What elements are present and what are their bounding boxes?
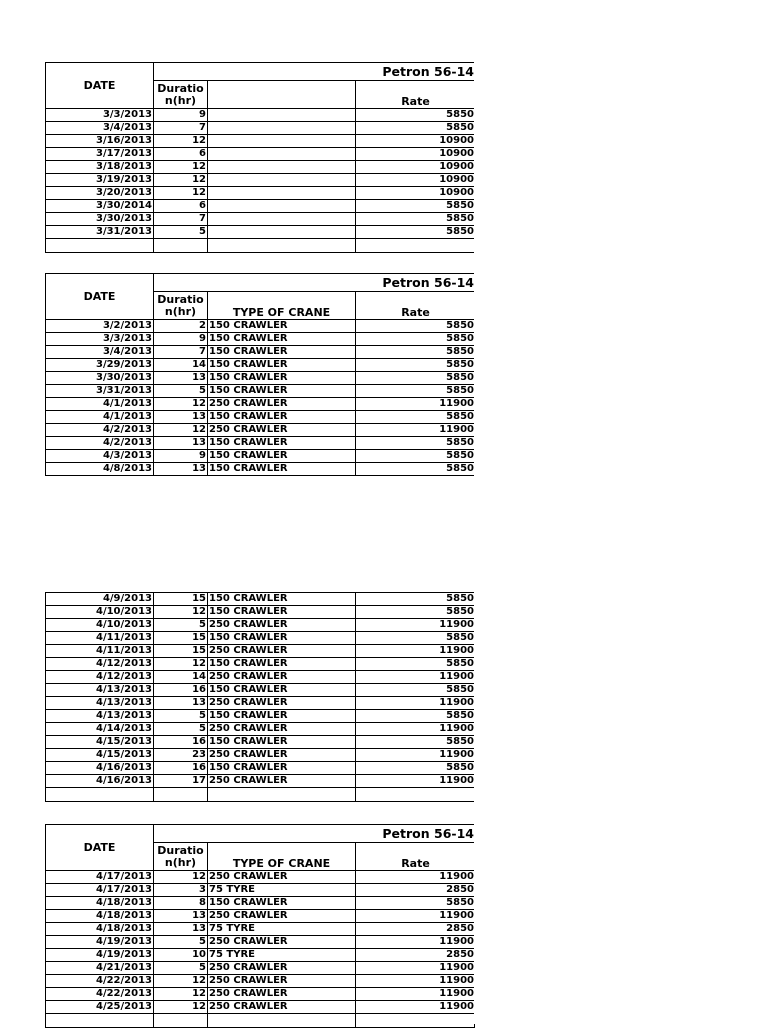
duration-cell: 5 xyxy=(154,619,208,632)
duration-cell: 16 xyxy=(154,762,208,775)
crane-type-cell: 150 CRAWLER xyxy=(208,411,356,424)
crane-type-cell: 250 CRAWLER xyxy=(208,975,356,988)
duration-cell: 12 xyxy=(154,398,208,411)
table-row xyxy=(46,632,475,645)
rate-cell: 5850 xyxy=(356,463,475,476)
crane-type-cell: 150 CRAWLER xyxy=(208,593,356,606)
site-title: Petron 56-14 xyxy=(154,63,475,81)
table-row xyxy=(46,333,475,346)
duration-cell: 13 xyxy=(154,697,208,710)
rate-cell: 5850 xyxy=(356,333,475,346)
table-row xyxy=(46,174,475,187)
duration-cell: 6 xyxy=(154,200,208,213)
date-header: DATE xyxy=(46,274,154,320)
table-row xyxy=(46,411,475,424)
date-cell: 4/12/2013 xyxy=(46,671,154,684)
duration-cell: 5 xyxy=(154,226,208,239)
duration-cell: 12 xyxy=(154,988,208,1001)
duration-cell: 12 xyxy=(154,424,208,437)
date-cell: 4/18/2013 xyxy=(46,910,154,923)
table-row xyxy=(46,619,475,632)
blank-row xyxy=(46,1014,475,1028)
rate-cell: 10900 xyxy=(356,161,475,174)
crane-type-cell: 250 CRAWLER xyxy=(208,910,356,923)
rate-cell: 5850 xyxy=(356,213,475,226)
rate-cell: 2850 xyxy=(356,923,475,936)
crane-type-cell: 150 CRAWLER xyxy=(208,437,356,450)
blank-cell xyxy=(154,788,208,802)
duration-cell: 10 xyxy=(154,949,208,962)
date-cell: 3/30/2014 xyxy=(46,200,154,213)
rate-cell: 11900 xyxy=(356,424,475,437)
blank-cell xyxy=(46,788,154,802)
date-cell: 4/13/2013 xyxy=(46,710,154,723)
duration-cell: 16 xyxy=(154,736,208,749)
duration-cell: 13 xyxy=(154,923,208,936)
date-cell: 4/3/2013 xyxy=(46,450,154,463)
table-row xyxy=(46,949,475,962)
duration-cell: 13 xyxy=(154,372,208,385)
date-cell: 4/16/2013 xyxy=(46,775,154,788)
rate-cell: 5850 xyxy=(356,593,475,606)
rate-cell: 5850 xyxy=(356,359,475,372)
rate-header: Rate xyxy=(356,81,475,109)
rate-cell: 11900 xyxy=(356,775,475,788)
duration-cell: 8 xyxy=(154,897,208,910)
table-row xyxy=(46,697,475,710)
table-row xyxy=(46,684,475,697)
rate-cell: 10900 xyxy=(356,187,475,200)
crane-type-cell xyxy=(208,148,356,161)
duration-cell: 16 xyxy=(154,684,208,697)
date-cell: 4/13/2013 xyxy=(46,697,154,710)
table-row xyxy=(46,359,475,372)
duration-cell: 9 xyxy=(154,109,208,122)
date-cell: 3/3/2013 xyxy=(46,333,154,346)
rate-cell: 5850 xyxy=(356,385,475,398)
rate-cell: 11900 xyxy=(356,936,475,949)
table-row xyxy=(46,645,475,658)
table-row xyxy=(46,710,475,723)
crane-type-cell: 150 CRAWLER xyxy=(208,710,356,723)
date-cell: 3/29/2013 xyxy=(46,359,154,372)
crane-type-cell: 250 CRAWLER xyxy=(208,775,356,788)
crane-type-cell: 150 CRAWLER xyxy=(208,320,356,333)
table-row xyxy=(46,723,475,736)
crane-type-cell: 150 CRAWLER xyxy=(208,333,356,346)
table-row xyxy=(46,424,475,437)
duration-cell: 9 xyxy=(154,333,208,346)
duration-cell: 12 xyxy=(154,975,208,988)
duration-cell: 13 xyxy=(154,411,208,424)
rate-cell: 10900 xyxy=(356,148,475,161)
table-row xyxy=(46,226,475,239)
rate-cell: 5850 xyxy=(356,897,475,910)
type-of-crane-header: TYPE OF CRANE xyxy=(208,843,356,871)
table-row xyxy=(46,884,475,897)
rate-cell: 11900 xyxy=(356,975,475,988)
date-cell: 4/10/2013 xyxy=(46,606,154,619)
table-row xyxy=(46,988,475,1001)
rate-cell: 5850 xyxy=(356,736,475,749)
duration-cell: 12 xyxy=(154,871,208,884)
rate-cell: 11900 xyxy=(356,988,475,1001)
date-cell: 3/18/2013 xyxy=(46,161,154,174)
duration-cell: 5 xyxy=(154,710,208,723)
crane-type-cell: 150 CRAWLER xyxy=(208,897,356,910)
crane-log-table xyxy=(45,273,475,476)
date-cell: 4/12/2013 xyxy=(46,658,154,671)
table-row xyxy=(46,463,475,476)
site-title: Petron 56-14 xyxy=(154,825,475,843)
crane-type-cell: 150 CRAWLER xyxy=(208,762,356,775)
crane-type-cell: 250 CRAWLER xyxy=(208,936,356,949)
table-row xyxy=(46,923,475,936)
date-cell: 4/16/2013 xyxy=(46,762,154,775)
duration-header: Duratio n(hr) xyxy=(154,292,208,320)
crane-log-table xyxy=(45,62,475,253)
blank-cell xyxy=(208,1014,356,1028)
rate-cell: 5850 xyxy=(356,122,475,135)
rate-cell: 5850 xyxy=(356,762,475,775)
rate-cell: 2850 xyxy=(356,884,475,897)
table-row xyxy=(46,148,475,161)
date-cell: 3/2/2013 xyxy=(46,320,154,333)
rate-cell: 11900 xyxy=(356,962,475,975)
duration-cell: 2 xyxy=(154,320,208,333)
date-cell: 3/31/2013 xyxy=(46,226,154,239)
header-row xyxy=(46,825,475,843)
duration-cell: 12 xyxy=(154,174,208,187)
blank-cell xyxy=(356,788,475,802)
date-cell: 4/15/2013 xyxy=(46,749,154,762)
rate-cell: 5850 xyxy=(356,109,475,122)
duration-cell: 13 xyxy=(154,463,208,476)
date-cell: 4/15/2013 xyxy=(46,736,154,749)
date-cell: 4/14/2013 xyxy=(46,723,154,736)
date-cell: 4/8/2013 xyxy=(46,463,154,476)
crane-type-cell: 250 CRAWLER xyxy=(208,1001,356,1014)
crane-log-table xyxy=(45,824,475,1028)
table-row xyxy=(46,658,475,671)
blank-row xyxy=(46,239,475,253)
date-cell: 4/19/2013 xyxy=(46,936,154,949)
crane-type-cell: 150 CRAWLER xyxy=(208,658,356,671)
table-row xyxy=(46,593,475,606)
crane-type-cell xyxy=(208,161,356,174)
table-row xyxy=(46,320,475,333)
header-row xyxy=(46,274,475,292)
crane-type-cell: 250 CRAWLER xyxy=(208,671,356,684)
rate-cell: 10900 xyxy=(356,174,475,187)
type-of-crane-header: TYPE OF CRANE xyxy=(208,292,356,320)
duration-header: Duratio n(hr) xyxy=(154,81,208,109)
blank-cell xyxy=(356,239,475,253)
crane-type-cell xyxy=(208,174,356,187)
date-cell: 3/17/2013 xyxy=(46,148,154,161)
crane-type-cell: 250 CRAWLER xyxy=(208,871,356,884)
crane-type-cell: 250 CRAWLER xyxy=(208,645,356,658)
blank-cell xyxy=(154,239,208,253)
date-cell: 4/2/2013 xyxy=(46,424,154,437)
crane-type-cell: 150 CRAWLER xyxy=(208,346,356,359)
crane-type-cell xyxy=(208,122,356,135)
date-cell: 4/13/2013 xyxy=(46,684,154,697)
duration-cell: 15 xyxy=(154,632,208,645)
duration-cell: 5 xyxy=(154,723,208,736)
rate-cell: 5850 xyxy=(356,658,475,671)
rate-cell: 11900 xyxy=(356,619,475,632)
crane-type-cell: 150 CRAWLER xyxy=(208,450,356,463)
duration-cell: 9 xyxy=(154,450,208,463)
crane-type-cell: 250 CRAWLER xyxy=(208,424,356,437)
crane-log-table xyxy=(45,592,475,802)
crane-type-cell: 75 TYRE xyxy=(208,923,356,936)
crane-type-cell: 150 CRAWLER xyxy=(208,632,356,645)
date-cell: 4/9/2013 xyxy=(46,593,154,606)
crane-type-cell: 250 CRAWLER xyxy=(208,398,356,411)
date-cell: 4/1/2013 xyxy=(46,398,154,411)
rate-header: Rate xyxy=(356,292,475,320)
table-row xyxy=(46,450,475,463)
duration-cell: 14 xyxy=(154,359,208,372)
date-cell: 4/21/2013 xyxy=(46,962,154,975)
rate-cell: 11900 xyxy=(356,723,475,736)
crane-type-cell: 250 CRAWLER xyxy=(208,723,356,736)
date-cell: 4/2/2013 xyxy=(46,437,154,450)
duration-cell: 6 xyxy=(154,148,208,161)
rate-cell: 5850 xyxy=(356,450,475,463)
rate-cell: 5850 xyxy=(356,372,475,385)
table-row xyxy=(46,762,475,775)
blank-cell xyxy=(46,1014,154,1028)
blank-cell xyxy=(46,239,154,253)
rate-cell: 5850 xyxy=(356,684,475,697)
rate-header: Rate xyxy=(356,843,475,871)
duration-cell: 7 xyxy=(154,213,208,226)
rate-cell: 11900 xyxy=(356,871,475,884)
duration-cell: 12 xyxy=(154,187,208,200)
table-row xyxy=(46,1001,475,1014)
duration-cell: 13 xyxy=(154,910,208,923)
blank-row xyxy=(46,788,475,802)
table-row xyxy=(46,135,475,148)
rate-cell: 11900 xyxy=(356,749,475,762)
table-row xyxy=(46,187,475,200)
date-cell: 4/1/2013 xyxy=(46,411,154,424)
crane-type-cell: 250 CRAWLER xyxy=(208,962,356,975)
table-row xyxy=(46,213,475,226)
crane-type-cell xyxy=(208,200,356,213)
duration-cell: 7 xyxy=(154,122,208,135)
date-cell: 3/30/2013 xyxy=(46,372,154,385)
date-cell: 4/17/2013 xyxy=(46,884,154,897)
table-row xyxy=(46,749,475,762)
date-cell: 3/3/2013 xyxy=(46,109,154,122)
rate-cell: 11900 xyxy=(356,910,475,923)
blank-cell xyxy=(154,1014,208,1028)
rate-cell: 5850 xyxy=(356,606,475,619)
duration-cell: 15 xyxy=(154,593,208,606)
crane-type-cell: 250 CRAWLER xyxy=(208,749,356,762)
table-row xyxy=(46,200,475,213)
duration-cell: 15 xyxy=(154,645,208,658)
duration-cell: 5 xyxy=(154,962,208,975)
table-row xyxy=(46,398,475,411)
crane-type-cell xyxy=(208,226,356,239)
duration-cell: 12 xyxy=(154,1001,208,1014)
rate-cell: 11900 xyxy=(356,697,475,710)
duration-cell: 7 xyxy=(154,346,208,359)
crane-type-cell: 75 TYRE xyxy=(208,949,356,962)
rate-cell: 11900 xyxy=(356,398,475,411)
table-row xyxy=(46,936,475,949)
blank-cell xyxy=(208,788,356,802)
header-row xyxy=(46,63,475,81)
crane-type-cell: 75 TYRE xyxy=(208,884,356,897)
table-row xyxy=(46,122,475,135)
crane-type-cell: 150 CRAWLER xyxy=(208,606,356,619)
rate-cell: 5850 xyxy=(356,226,475,239)
duration-cell: 14 xyxy=(154,671,208,684)
type-of-crane-header xyxy=(208,81,356,109)
duration-cell: 3 xyxy=(154,884,208,897)
table-row xyxy=(46,372,475,385)
duration-cell: 5 xyxy=(154,385,208,398)
date-cell: 4/10/2013 xyxy=(46,619,154,632)
rate-cell: 5850 xyxy=(356,200,475,213)
rate-cell: 5850 xyxy=(356,437,475,450)
date-cell: 3/31/2013 xyxy=(46,385,154,398)
date-cell: 4/11/2013 xyxy=(46,645,154,658)
site-title: Petron 56-14 xyxy=(154,274,475,292)
table-row xyxy=(46,346,475,359)
duration-cell: 12 xyxy=(154,606,208,619)
rate-cell: 5850 xyxy=(356,411,475,424)
date-cell: 4/22/2013 xyxy=(46,975,154,988)
table-row xyxy=(46,775,475,788)
table-row xyxy=(46,975,475,988)
crane-type-cell: 250 CRAWLER xyxy=(208,619,356,632)
crane-type-cell: 150 CRAWLER xyxy=(208,463,356,476)
duration-cell: 23 xyxy=(154,749,208,762)
date-cell: 4/17/2013 xyxy=(46,871,154,884)
date-header: DATE xyxy=(46,825,154,871)
rate-cell: 11900 xyxy=(356,645,475,658)
table-row xyxy=(46,385,475,398)
date-cell: 4/11/2013 xyxy=(46,632,154,645)
rate-cell: 10900 xyxy=(356,135,475,148)
crane-type-cell: 250 CRAWLER xyxy=(208,988,356,1001)
table-row xyxy=(46,871,475,884)
rate-cell: 2850 xyxy=(356,949,475,962)
rate-cell: 5850 xyxy=(356,320,475,333)
table-row xyxy=(46,736,475,749)
crane-type-cell xyxy=(208,187,356,200)
rate-cell: 11900 xyxy=(356,1001,475,1014)
page-right-margin xyxy=(474,0,768,1024)
table-row xyxy=(46,109,475,122)
date-cell: 4/22/2013 xyxy=(46,988,154,1001)
date-cell: 3/30/2013 xyxy=(46,213,154,226)
date-header: DATE xyxy=(46,63,154,109)
blank-cell xyxy=(356,1014,475,1028)
crane-type-cell xyxy=(208,213,356,226)
crane-type-cell: 150 CRAWLER xyxy=(208,359,356,372)
table-row xyxy=(46,897,475,910)
table-row xyxy=(46,437,475,450)
rate-cell: 5850 xyxy=(356,632,475,645)
date-cell: 3/19/2013 xyxy=(46,174,154,187)
table-row xyxy=(46,962,475,975)
date-cell: 4/19/2013 xyxy=(46,949,154,962)
duration-cell: 13 xyxy=(154,437,208,450)
crane-type-cell xyxy=(208,109,356,122)
crane-type-cell: 250 CRAWLER xyxy=(208,697,356,710)
rate-cell: 5850 xyxy=(356,346,475,359)
date-cell: 4/25/2013 xyxy=(46,1001,154,1014)
table-row xyxy=(46,161,475,174)
date-cell: 3/4/2013 xyxy=(46,346,154,359)
duration-header: Duratio n(hr) xyxy=(154,843,208,871)
duration-cell: 12 xyxy=(154,135,208,148)
crane-type-cell: 150 CRAWLER xyxy=(208,684,356,697)
date-cell: 3/20/2013 xyxy=(46,187,154,200)
duration-cell: 12 xyxy=(154,161,208,174)
date-cell: 4/18/2013 xyxy=(46,897,154,910)
blank-cell xyxy=(208,239,356,253)
duration-cell: 5 xyxy=(154,936,208,949)
crane-type-cell: 150 CRAWLER xyxy=(208,372,356,385)
duration-cell: 12 xyxy=(154,658,208,671)
date-cell: 3/4/2013 xyxy=(46,122,154,135)
rate-cell: 11900 xyxy=(356,671,475,684)
rate-cell: 5850 xyxy=(356,710,475,723)
crane-type-cell: 150 CRAWLER xyxy=(208,385,356,398)
crane-type-cell: 150 CRAWLER xyxy=(208,736,356,749)
crane-type-cell xyxy=(208,135,356,148)
table-row xyxy=(46,606,475,619)
table-row xyxy=(46,671,475,684)
date-cell: 3/16/2013 xyxy=(46,135,154,148)
duration-cell: 17 xyxy=(154,775,208,788)
table-row xyxy=(46,910,475,923)
date-cell: 4/18/2013 xyxy=(46,923,154,936)
